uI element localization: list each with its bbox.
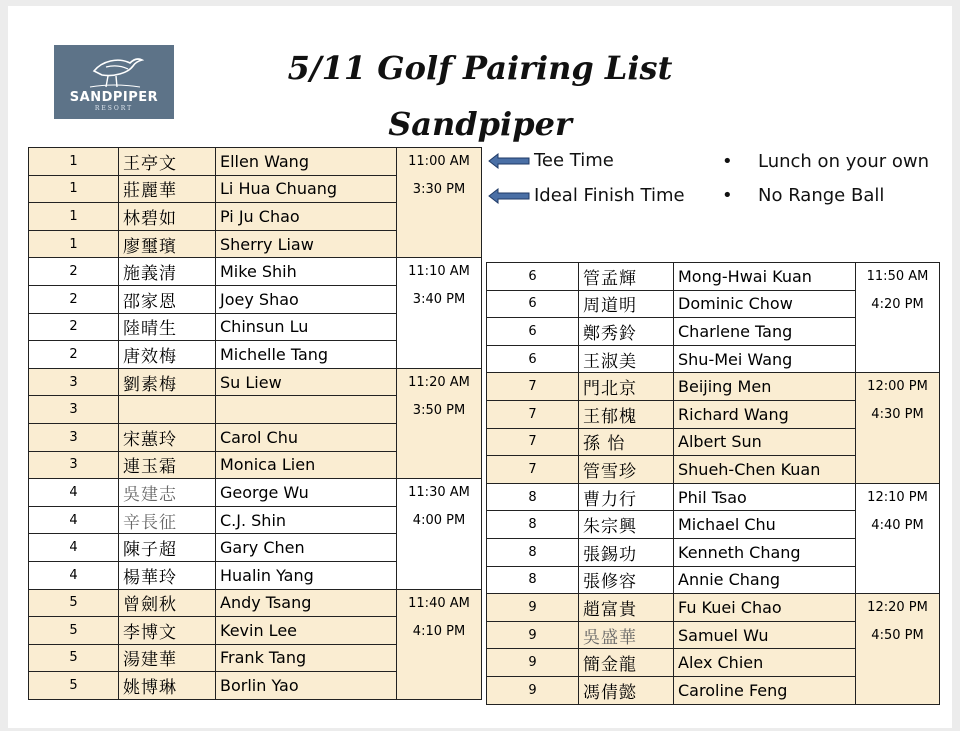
finish-time-label: Ideal Finish Time <box>534 185 685 206</box>
finish-time: 3:40 PM <box>412 292 466 308</box>
tee-time: 12:10 PM <box>867 489 928 505</box>
sandpiper-logo <box>54 45 174 119</box>
player-chinese-name: 連玉霜 <box>119 451 216 479</box>
group-number: 2 <box>29 258 119 286</box>
group-number: 2 <box>29 285 119 313</box>
player-chinese-name: 張錫功 <box>579 538 674 566</box>
finish-time: 4:20 PM <box>871 297 924 312</box>
player-chinese-name: 劉素梅 <box>119 368 216 396</box>
player-english-name: Monica Lien <box>216 451 397 479</box>
player-chinese-name: 管孟輝 <box>579 263 674 291</box>
page-subtitle: Sandpiper <box>388 105 572 143</box>
player-english-name: Joey Shao <box>216 285 397 313</box>
group-times <box>856 594 940 704</box>
group-number: 8 <box>487 511 579 539</box>
group-number: 6 <box>487 290 579 318</box>
group-number: 8 <box>487 538 579 566</box>
player-english-name: Kenneth Chang <box>674 538 856 566</box>
player-english-name: Michelle Tang <box>216 341 397 369</box>
player-chinese-name: 張修容 <box>579 566 674 594</box>
group-number: 7 <box>487 428 579 456</box>
group-number: 7 <box>487 456 579 484</box>
group-number: 9 <box>487 649 579 677</box>
player-english-name: Li Hua Chuang <box>216 175 397 203</box>
finish-time: 4:30 PM <box>871 407 924 423</box>
tee-time: 11:00 AM <box>408 154 470 169</box>
player-chinese-name: 林碧如 <box>119 203 216 231</box>
group-number: 6 <box>487 263 579 291</box>
player-chinese-name: 楊華玲 <box>119 561 216 589</box>
player-english-name: Shueh-Chen Kuan <box>674 456 856 484</box>
player-english-name: Hualin Yang <box>216 561 397 589</box>
pairing-table-right <box>486 262 940 705</box>
player-english-name: Charlene Tang <box>674 318 856 346</box>
table-row <box>487 263 940 291</box>
player-chinese-name: 王淑美 <box>579 345 674 373</box>
player-english-name: George Wu <box>216 479 397 507</box>
table-row <box>29 589 482 617</box>
finish-time-note <box>488 185 685 206</box>
player-english-name <box>216 396 397 424</box>
finish-time: 4:50 PM <box>871 628 924 644</box>
tee-time: 11:50 AM <box>866 269 929 284</box>
page-title: 5/11 Golf Pairing List <box>287 49 673 87</box>
player-english-name: Sherry Liaw <box>216 230 397 258</box>
group-number: 8 <box>487 566 579 594</box>
logo-subtitle: RESORT <box>94 105 134 112</box>
player-chinese-name: 周道明 <box>579 290 674 318</box>
sandpiper-bird-icon <box>84 49 144 91</box>
player-chinese-name: 施義清 <box>119 258 216 286</box>
player-english-name: Richard Wang <box>674 400 856 428</box>
player-chinese-name <box>119 396 216 424</box>
player-chinese-name: 莊麗華 <box>119 175 216 203</box>
player-english-name: Caroline Feng <box>674 676 856 704</box>
player-chinese-name: 姚博琳 <box>119 672 216 700</box>
player-chinese-name: 吳建志 <box>119 479 216 507</box>
player-chinese-name: 簡金龍 <box>579 649 674 677</box>
table-row <box>29 479 482 507</box>
group-times <box>856 263 940 373</box>
finish-time: 3:30 PM <box>412 182 466 197</box>
player-english-name: Shu-Mei Wang <box>674 345 856 373</box>
player-chinese-name: 王郁槐 <box>579 400 674 428</box>
tee-time: 11:30 AM <box>408 485 470 501</box>
player-chinese-name: 曾劍秋 <box>119 589 216 617</box>
player-chinese-name: 吳盛華 <box>579 621 674 649</box>
player-english-name: Gary Chen <box>216 534 397 562</box>
tee-time: 12:00 PM <box>867 379 928 395</box>
player-chinese-name: 趙富貴 <box>579 594 674 622</box>
player-chinese-name: 朱宗興 <box>579 511 674 539</box>
logo-name: SANDPIPER <box>69 90 159 105</box>
group-number: 3 <box>29 451 119 479</box>
player-chinese-name: 孫 怡 <box>579 428 674 456</box>
group-times <box>397 589 482 699</box>
left-arrow-icon <box>488 153 530 169</box>
group-times <box>397 479 482 589</box>
group-number: 5 <box>29 617 119 645</box>
tee-time-note <box>488 150 614 171</box>
player-english-name: Pi Ju Chao <box>216 203 397 231</box>
player-chinese-name: 馮倩懿 <box>579 676 674 704</box>
notes-panel <box>488 150 948 220</box>
table-row <box>29 258 482 286</box>
group-number: 7 <box>487 373 579 401</box>
group-number: 7 <box>487 400 579 428</box>
group-number: 5 <box>29 589 119 617</box>
player-english-name: Annie Chang <box>674 566 856 594</box>
group-times <box>397 258 482 368</box>
table-row <box>29 368 482 396</box>
player-chinese-name: 宋蕙玲 <box>119 423 216 451</box>
player-english-name: Albert Sun <box>674 428 856 456</box>
tee-time: 11:20 AM <box>408 374 470 390</box>
tee-time: 12:20 PM <box>867 600 928 616</box>
group-times <box>856 373 940 483</box>
pairing-table-left <box>28 147 482 700</box>
group-number: 9 <box>487 594 579 622</box>
table-row <box>487 483 940 511</box>
table-row <box>487 594 940 622</box>
player-chinese-name: 邵家恩 <box>119 285 216 313</box>
table-row <box>487 373 940 401</box>
bullet-icon: • <box>722 151 733 172</box>
group-number: 5 <box>29 644 119 672</box>
left-arrow-icon <box>488 188 530 204</box>
tee-time: 11:10 AM <box>408 264 470 280</box>
group-number: 4 <box>29 534 119 562</box>
player-chinese-name: 曹力行 <box>579 483 674 511</box>
player-english-name: Alex Chien <box>674 649 856 677</box>
player-english-name: Carol Chu <box>216 423 397 451</box>
tee-time-label: Tee Time <box>534 150 614 171</box>
bullet-icon: • <box>722 185 733 206</box>
player-chinese-name: 管雪珍 <box>579 456 674 484</box>
group-number: 9 <box>487 621 579 649</box>
group-number: 4 <box>29 561 119 589</box>
player-chinese-name: 辛長征 <box>119 506 216 534</box>
player-chinese-name: 唐效梅 <box>119 341 216 369</box>
group-number: 8 <box>487 483 579 511</box>
note-lunch: Lunch on your own <box>758 151 930 172</box>
player-chinese-name: 王亭文 <box>119 148 216 176</box>
group-number: 4 <box>29 506 119 534</box>
finish-time: 3:50 PM <box>412 402 466 418</box>
group-number: 2 <box>29 313 119 341</box>
finish-time: 4:00 PM <box>412 513 466 529</box>
group-number: 2 <box>29 341 119 369</box>
group-number: 3 <box>29 396 119 424</box>
player-english-name: Samuel Wu <box>674 621 856 649</box>
player-english-name: Frank Tang <box>216 644 397 672</box>
group-number: 6 <box>487 345 579 373</box>
player-chinese-name: 李博文 <box>119 617 216 645</box>
player-english-name: C.J. Shin <box>216 506 397 534</box>
group-number: 3 <box>29 368 119 396</box>
player-english-name: Beijing Men <box>674 373 856 401</box>
player-english-name: Michael Chu <box>674 511 856 539</box>
group-number: 1 <box>29 175 119 203</box>
player-chinese-name: 陳子超 <box>119 534 216 562</box>
player-english-name: Su Liew <box>216 368 397 396</box>
note-range-ball: No Range Ball <box>758 185 885 206</box>
player-english-name: Chinsun Lu <box>216 313 397 341</box>
group-number: 1 <box>29 148 119 176</box>
group-number: 5 <box>29 672 119 700</box>
player-english-name: Fu Kuei Chao <box>674 594 856 622</box>
group-number: 9 <box>487 676 579 704</box>
player-chinese-name: 陸晴生 <box>119 313 216 341</box>
player-chinese-name: 湯建華 <box>119 644 216 672</box>
finish-time: 4:10 PM <box>412 623 466 639</box>
group-times <box>397 148 482 258</box>
player-english-name: Mong-Hwai Kuan <box>674 263 856 291</box>
player-english-name: Andy Tsang <box>216 589 397 617</box>
group-number: 1 <box>29 203 119 231</box>
finish-time: 4:40 PM <box>871 517 924 533</box>
player-english-name: Phil Tsao <box>674 483 856 511</box>
group-number: 4 <box>29 479 119 507</box>
player-chinese-name: 廖璽璸 <box>119 230 216 258</box>
group-number: 6 <box>487 318 579 346</box>
player-chinese-name: 鄭秀鈴 <box>579 318 674 346</box>
table-row <box>29 148 482 176</box>
group-number: 1 <box>29 230 119 258</box>
tee-time: 11:40 AM <box>408 595 470 611</box>
player-english-name: Ellen Wang <box>216 148 397 176</box>
player-chinese-name: 門北京 <box>579 373 674 401</box>
player-english-name: Kevin Lee <box>216 617 397 645</box>
group-times <box>397 368 482 478</box>
player-english-name: Mike Shih <box>216 258 397 286</box>
player-english-name: Dominic Chow <box>674 290 856 318</box>
group-number: 3 <box>29 423 119 451</box>
player-english-name: Borlin Yao <box>216 672 397 700</box>
group-times <box>856 483 940 593</box>
